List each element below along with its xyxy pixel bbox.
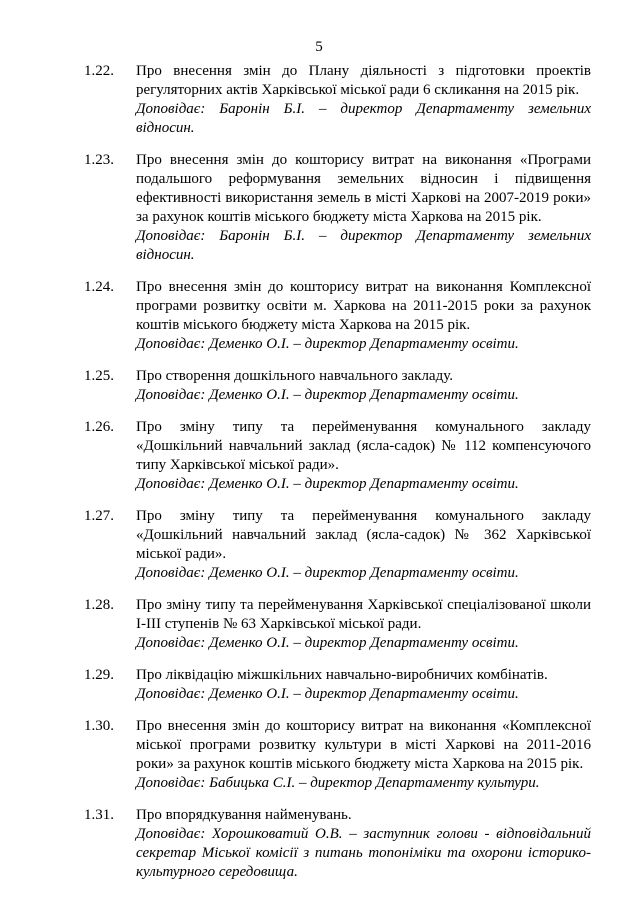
item-title: Про ліквідацію міжшкільних навчально-виробничих комбінатів.	[136, 667, 548, 683]
item-speaker: Доповідає: Хорошковатий О.В. – заступник голови - відповідальний секретар Міської комісії з питань топоніміки та охорони історико-культурного середовища.	[136, 826, 591, 880]
item-speaker: Доповідає: Деменко О.І. – директор Департаменту освіти.	[136, 635, 519, 651]
agenda-item	[84, 62, 591, 138]
item-title: Про внесення змін до кошторису витрат на виконання «Комплексної міської програми розвитку культури в місті Харкові на 2011-2016 роки» за рахунок коштів міського бюджету міста Харкова на 2015 рік.	[136, 718, 591, 772]
item-title: Про створення дошкільного навчального закладу.	[136, 368, 453, 384]
item-title: Про внесення змін до кошторису витрат на виконання «Програми подальшого реформування земельних відносин і підвищення ефективності використання земель в місті Харкові на 2007-2019 роки» за рахунок коштів міського бюджету міста Харкова на 2015 рік.	[136, 152, 591, 225]
item-number: 1.28.	[84, 597, 114, 613]
item-number: 1.23.	[84, 152, 114, 168]
item-number: 1.30.	[84, 718, 114, 734]
item-speaker: Доповідає: Баронін Б.І. – директор Департаменту земельних відносин.	[136, 101, 591, 136]
item-number: 1.22.	[84, 63, 114, 79]
item-title: Про впорядкування найменувань.	[136, 807, 352, 823]
agenda-item	[84, 151, 591, 265]
agenda-item	[84, 418, 591, 494]
agenda-list	[84, 62, 591, 895]
item-speaker: Доповідає: Деменко О.І. – директор Департаменту освіти.	[136, 336, 519, 352]
item-title: Про внесення змін до кошторису витрат на виконання Комплексної програми розвитку освіти м. Харкова на 2011-2015 роки за рахунок коштів міського бюджету міста Харкова на 2015 рік.	[136, 279, 591, 333]
item-speaker: Доповідає: Деменко О.І. – директор Департаменту освіти.	[136, 686, 519, 702]
item-number: 1.26.	[84, 419, 114, 435]
item-speaker: Доповідає: Деменко О.І. – директор Департаменту освіти.	[136, 476, 519, 492]
item-number: 1.25.	[84, 368, 114, 384]
item-speaker: Доповідає: Бабицька С.І. – директор Департаменту культури.	[136, 775, 540, 791]
item-speaker: Доповідає: Деменко О.І. – директор Департаменту освіти.	[136, 387, 519, 403]
agenda-item	[84, 806, 591, 882]
agenda-item	[84, 507, 591, 583]
item-speaker: Доповідає: Баронін Б.І. – директор Департаменту земельних відносин.	[136, 228, 591, 263]
agenda-item	[84, 666, 591, 704]
item-title: Про внесення змін до Плану діяльності з підготовки проектів регуляторних актів Харківської міської ради 6 скликання на 2015 рік.	[136, 63, 591, 98]
item-speaker: Доповідає: Деменко О.І. – директор Департаменту освіти.	[136, 565, 519, 581]
item-number: 1.27.	[84, 508, 114, 524]
item-title: Про зміну типу та перейменування комунального закладу «Дошкільний навчальний заклад (ясла-садок) № 362 Харківської міської ради».	[136, 508, 591, 562]
page-number: 5	[315, 39, 323, 55]
item-title: Про зміну типу та перейменування Харківської спеціалізованої школи І-ІІІ ступенів № 63 Харківської міської ради.	[136, 597, 591, 632]
agenda-item	[84, 278, 591, 354]
item-number: 1.24.	[84, 279, 114, 295]
agenda-item	[84, 596, 591, 653]
item-number: 1.29.	[84, 667, 114, 683]
agenda-item	[84, 717, 591, 793]
item-number: 1.31.	[84, 807, 114, 823]
agenda-item	[84, 367, 591, 405]
item-title: Про зміну типу та перейменування комунального закладу «Дошкільний навчальний заклад (ясла-садок) № 112 компенсуючого типу Харківської міської ради».	[136, 419, 591, 473]
